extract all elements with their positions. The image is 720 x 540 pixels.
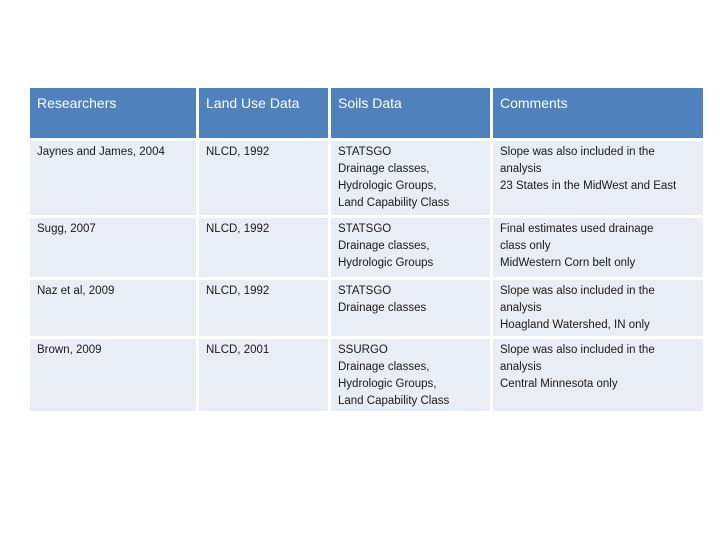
cell-researchers: Jaynes and James, 2004 bbox=[30, 141, 196, 215]
cell-soils bbox=[331, 218, 490, 277]
cell-land-use: NLCD, 1992 bbox=[199, 218, 328, 277]
header-land-use-data: Land Use Data bbox=[199, 88, 328, 138]
soils-line: SSURGO bbox=[338, 344, 388, 356]
comments-line: analysis bbox=[500, 163, 542, 175]
comments-line: Hoagland Watershed, IN only bbox=[500, 319, 650, 331]
cell-soils bbox=[331, 280, 490, 336]
soils-line: Drainage classes, bbox=[338, 240, 430, 252]
cell-land-use: NLCD, 1992 bbox=[199, 141, 328, 215]
header-researchers: Researchers bbox=[30, 88, 196, 138]
comments-line: Slope was also included in the bbox=[500, 146, 655, 158]
soils-line: STATSGO bbox=[338, 223, 392, 235]
cell-comments bbox=[493, 218, 703, 277]
soils-line: Hydrologic Groups, bbox=[338, 378, 437, 390]
cell-comments bbox=[493, 339, 703, 411]
cell-soils bbox=[331, 339, 490, 411]
comments-line: Slope was also included in the bbox=[500, 344, 655, 356]
comments-line: analysis bbox=[500, 361, 542, 373]
cell-land-use: NLCD, 1992 bbox=[199, 280, 328, 336]
header-comments: Comments bbox=[493, 88, 703, 138]
soils-line: Land Capability Class bbox=[338, 197, 450, 209]
research-table bbox=[30, 88, 703, 411]
cell-researchers: Brown, 2009 bbox=[30, 339, 196, 411]
soils-line: Drainage classes, bbox=[338, 163, 430, 175]
cell-researchers: Sugg, 2007 bbox=[30, 218, 196, 277]
soils-line: STATSGO bbox=[338, 285, 392, 297]
comments-line: 23 States in the MidWest and East bbox=[500, 180, 677, 192]
cell-land-use: NLCD, 2001 bbox=[199, 339, 328, 411]
cell-researchers: Naz et al, 2009 bbox=[30, 280, 196, 336]
comments-line: Central Minnesota only bbox=[500, 378, 618, 390]
comments-line: analysis bbox=[500, 302, 542, 314]
soils-line: Drainage classes bbox=[338, 302, 427, 314]
soils-line: Hydrologic Groups, bbox=[338, 180, 437, 192]
comments-line: Final estimates used drainage bbox=[500, 223, 654, 235]
header-soils-data: Soils Data bbox=[331, 88, 490, 138]
cell-comments bbox=[493, 280, 703, 336]
comments-line: Slope was also included in the bbox=[500, 285, 655, 297]
comments-line: class only bbox=[500, 240, 551, 252]
comments-line: MidWestern Corn belt only bbox=[500, 257, 636, 269]
cell-soils bbox=[331, 141, 490, 215]
soils-line: STATSGO bbox=[338, 146, 392, 158]
soils-line: Drainage classes, bbox=[338, 361, 430, 373]
soils-line: Land Capability Class bbox=[338, 395, 450, 407]
soils-line: Hydrologic Groups bbox=[338, 257, 434, 269]
cell-comments bbox=[493, 141, 703, 215]
